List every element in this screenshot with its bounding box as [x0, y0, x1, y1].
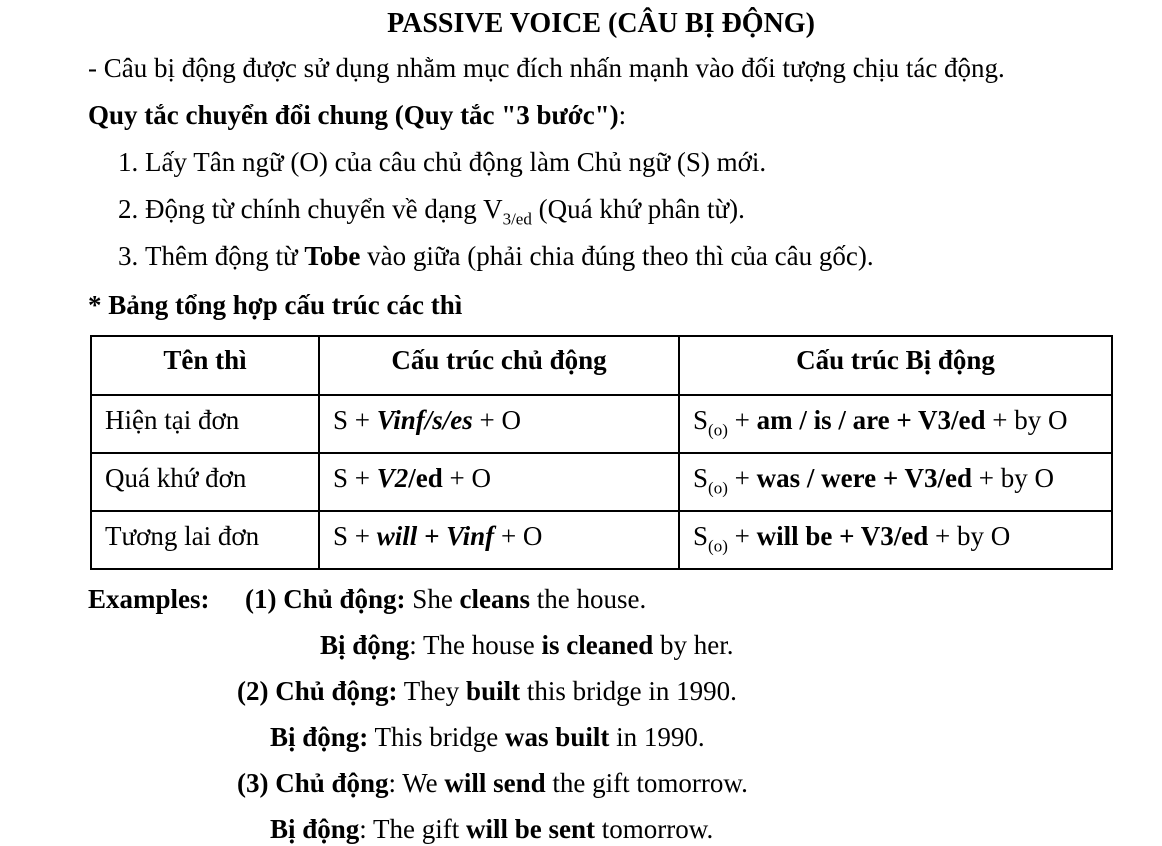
text-segment: (Quá khứ phân từ).: [531, 194, 745, 224]
text-segment: + by O: [985, 405, 1068, 435]
text-segment: will send: [444, 768, 546, 798]
examples-section: [88, 582, 1114, 846]
step-text: [145, 194, 745, 229]
text-segment: will be + V3/ed: [756, 521, 929, 551]
text-segment: Vinf/s/es: [376, 405, 473, 435]
text-segment: in 1990.: [609, 722, 705, 752]
text-segment: was / were + V3/ed: [756, 463, 972, 493]
rule-step-2: [88, 192, 1114, 229]
example-line-2-passive: [270, 720, 1114, 754]
text-segment: the gift tomorrow.: [545, 768, 748, 798]
example-line-1-passive: [320, 628, 1114, 662]
text-segment: (o): [708, 478, 728, 498]
example-line-2-active: [237, 674, 1114, 708]
cell-passive: [679, 395, 1112, 453]
text-segment: is cleaned: [541, 630, 654, 660]
table-row: [91, 453, 1112, 511]
text-segment: + by O: [971, 463, 1054, 493]
text-segment: +: [727, 521, 757, 551]
text-segment: will + Vinf: [376, 521, 495, 551]
text-segment: :: [618, 100, 627, 130]
text-segment: Bị động: [320, 630, 410, 660]
rule-steps-list: [88, 145, 1114, 273]
text-segment: V2: [376, 463, 409, 493]
text-segment: : The house: [409, 630, 542, 660]
header-tense: Tên thì: [91, 336, 319, 395]
text-segment: : The gift: [359, 814, 467, 844]
text-segment: Lấy Tân ngữ (O) của câu chủ động làm Chủ ngữ (S) mới.: [145, 147, 767, 177]
text-segment: S +: [333, 405, 377, 435]
text-segment: Bị động: [270, 814, 360, 844]
intro-line: - Câu bị động được sử dụng nhằm mục đích nhấn mạnh vào đối tượng chịu tác động.: [88, 53, 1005, 83]
example-line-1-active: [88, 582, 1114, 616]
text-segment: Tobe: [304, 241, 361, 271]
text-segment: Quy tắc chuyển đổi chung (Quy tắc "3 bước"): [88, 100, 619, 130]
text-segment: + O: [442, 463, 492, 493]
cell-active: [319, 453, 679, 511]
table-row: [91, 511, 1112, 569]
examples-label: Examples:: [88, 584, 210, 614]
example-text: [245, 584, 646, 614]
text-segment: vào giữa (phải chia đúng theo thì của câu gốc).: [360, 241, 874, 271]
example-line-3-active: [237, 766, 1114, 800]
text-segment: this bridge in 1990.: [520, 676, 737, 706]
text-segment: S: [693, 463, 709, 493]
text-segment: This bridge: [368, 722, 506, 752]
text-segment: tomorrow.: [595, 814, 714, 844]
cell-tense: Quá khứ đơn: [91, 453, 319, 511]
text-segment: built: [466, 676, 521, 706]
table-row: [91, 395, 1112, 453]
header-passive-structure: Cấu trúc Bị động: [679, 336, 1112, 395]
text-segment: She: [405, 584, 460, 614]
text-segment: S: [693, 405, 709, 435]
step-number: 2.: [118, 194, 139, 224]
rule-step-3: [88, 239, 1114, 273]
text-segment: am / is / are + V3/ed: [756, 405, 986, 435]
step-number: 1.: [118, 147, 139, 177]
text-segment: was built: [505, 722, 610, 752]
table-heading: * Bảng tổng hợp cấu trúc các thì: [88, 290, 463, 320]
text-segment: S +: [333, 463, 377, 493]
example-line-3-passive: [270, 812, 1114, 846]
cell-tense: Tương lai đơn: [91, 511, 319, 569]
text-segment: + O: [494, 521, 543, 551]
text-segment: /ed: [408, 463, 443, 493]
cell-active: [319, 511, 679, 569]
text-segment: Bị động:: [270, 722, 369, 752]
cell-tense: Hiện tại đơn: [91, 395, 319, 453]
text-segment: S +: [333, 521, 377, 551]
text-segment: (1) Chủ động:: [245, 584, 406, 614]
text-segment: S: [693, 521, 709, 551]
text-segment: +: [727, 405, 757, 435]
text-segment: 3/ed: [502, 209, 532, 229]
step-number: 3.: [118, 241, 139, 271]
rule-step-1: [88, 145, 1114, 179]
header-active-structure: Cấu trúc chủ động: [319, 336, 679, 395]
cell-passive: [679, 453, 1112, 511]
text-segment: (o): [708, 420, 728, 440]
text-segment: + by O: [928, 521, 1011, 551]
table-header-row: [91, 336, 1112, 395]
page-title: PASSIVE VOICE (CÂU BỊ ĐỘNG): [387, 8, 815, 39]
text-segment: by her.: [653, 630, 734, 660]
text-segment: (o): [708, 536, 728, 556]
text-segment: Động từ chính chuyển về dạng V: [145, 194, 503, 224]
text-segment: Thêm động từ: [145, 241, 305, 271]
text-segment: (3) Chủ động: [237, 768, 389, 798]
step-text: [145, 241, 874, 271]
text-segment: + O: [472, 405, 522, 435]
cell-passive: [679, 511, 1112, 569]
step-text: [145, 147, 766, 177]
text-segment: (2) Chủ động:: [237, 676, 398, 706]
text-segment: cleans: [459, 584, 531, 614]
rule-heading: [88, 98, 1114, 132]
text-segment: They: [397, 676, 467, 706]
text-segment: the house.: [530, 584, 647, 614]
tense-structure-table: [90, 335, 1113, 570]
text-segment: : We: [388, 768, 445, 798]
text-segment: will be sent: [466, 814, 596, 844]
text-segment: +: [727, 463, 757, 493]
cell-active: [319, 395, 679, 453]
